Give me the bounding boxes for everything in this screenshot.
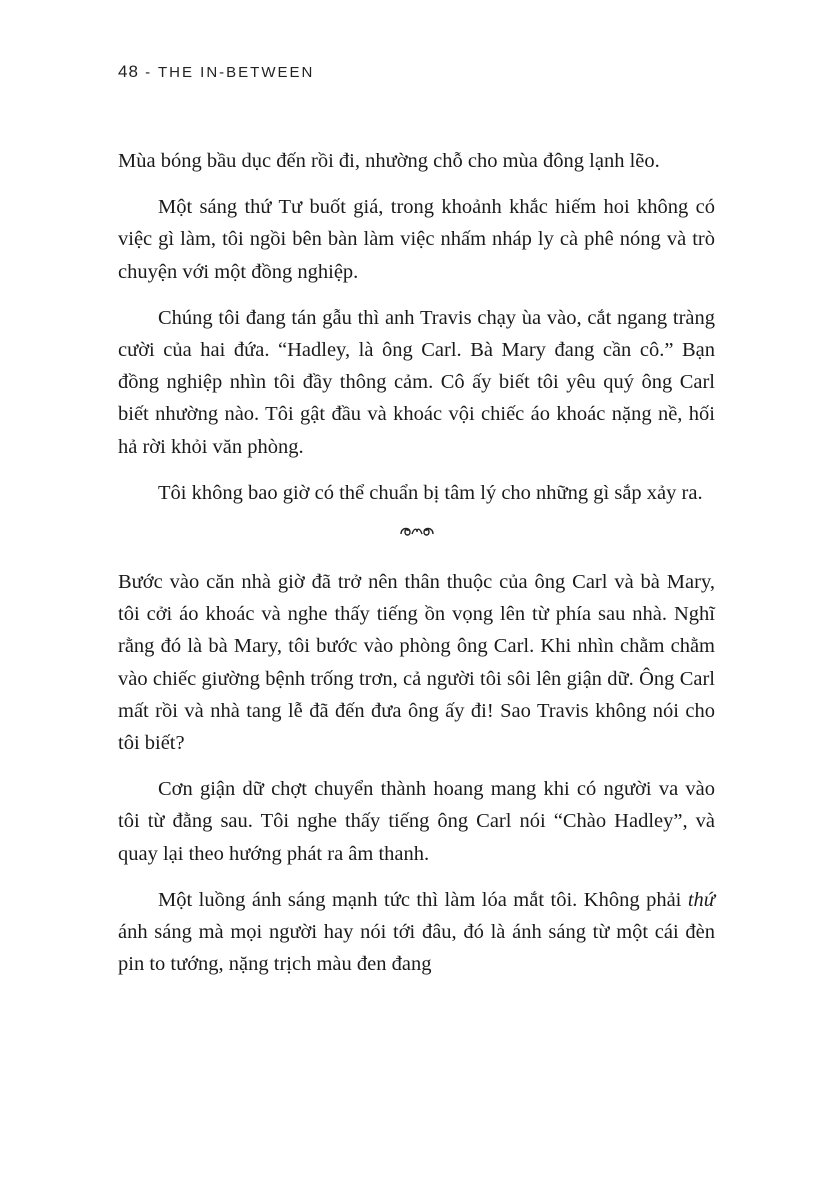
paragraph: Bước vào căn nhà giờ đã trở nên thân thuộc của ông Carl và bà Mary, tôi cởi áo khoác và nghe thấy tiếng ồn vọng lên từ phía sau nhà. Nghĩ rằng đó là bà Mary, tôi bước vào phòng ông Carl. Khi nhìn chằm chằm vào chiếc giường bệnh trống trơn, cả người tôi sôi lên giận dữ. Ông Carl mất rồi và nhà tang lễ đã đến đưa ông ấy đi! Sao Travis không nói cho tôi biết? [118,571,715,755]
paragraph: Tôi không bao giờ có thể chuẩn bị tâm lý cho những gì sắp xảy ra. [158,481,703,504]
running-header [118,62,314,82]
page-number: 48 [118,62,139,81]
book-title: THE IN-BETWEEN [157,64,315,81]
header-separator: - [138,64,158,81]
section-break-ornament-icon [118,523,715,544]
paragraph: Chúng tôi đang tán gẫu thì anh Travis chạy ùa vào, cắt ngang tràng cười của hai đứa. “Hadley, là ông Carl. Bà Mary đang cần cô.” Bạn đồng nghiệp nhìn tôi đầy thông cảm. Cô ấy biết tôi yêu quý ông Carl biết nhường nào. Tôi gật đầu và khoác vội chiếc áo khoác nặng nề, hối hả rời khỏi văn phòng. [118,306,715,458]
body-text [118,145,715,994]
paragraph-last [118,884,715,981]
text-run: Một luồng ánh sáng mạnh tức thì làm lóa mắt tôi. Không phải [158,888,688,911]
ornament-svg [397,523,437,539]
paragraph: Cơn giận dữ chợt chuyển thành hoang mang khi có người va vào tôi từ đằng sau. Tôi nghe thấy tiếng ông Carl nói “Chào Hadley”, và quay lại theo hướng phát ra âm thanh. [118,778,715,865]
paragraph: Mùa bóng bầu dục đến rồi đi, nhường chỗ cho mùa đông lạnh lẽo. [118,150,660,172]
paragraph: Một sáng thứ Tư buốt giá, trong khoảnh khắc hiếm hoi không có việc gì làm, tôi ngồi bên bàn làm việc nhấm nháp ly cà phê nóng và trò chuyện với một đồng nghiệp. [118,196,715,283]
text-run: ánh sáng mà mọi người hay nói tới đâu, đó là ánh sáng từ một cái đèn pin to tướng, nặng trịch màu đen đang [118,921,715,976]
emphasized-word: thứ [687,888,715,911]
